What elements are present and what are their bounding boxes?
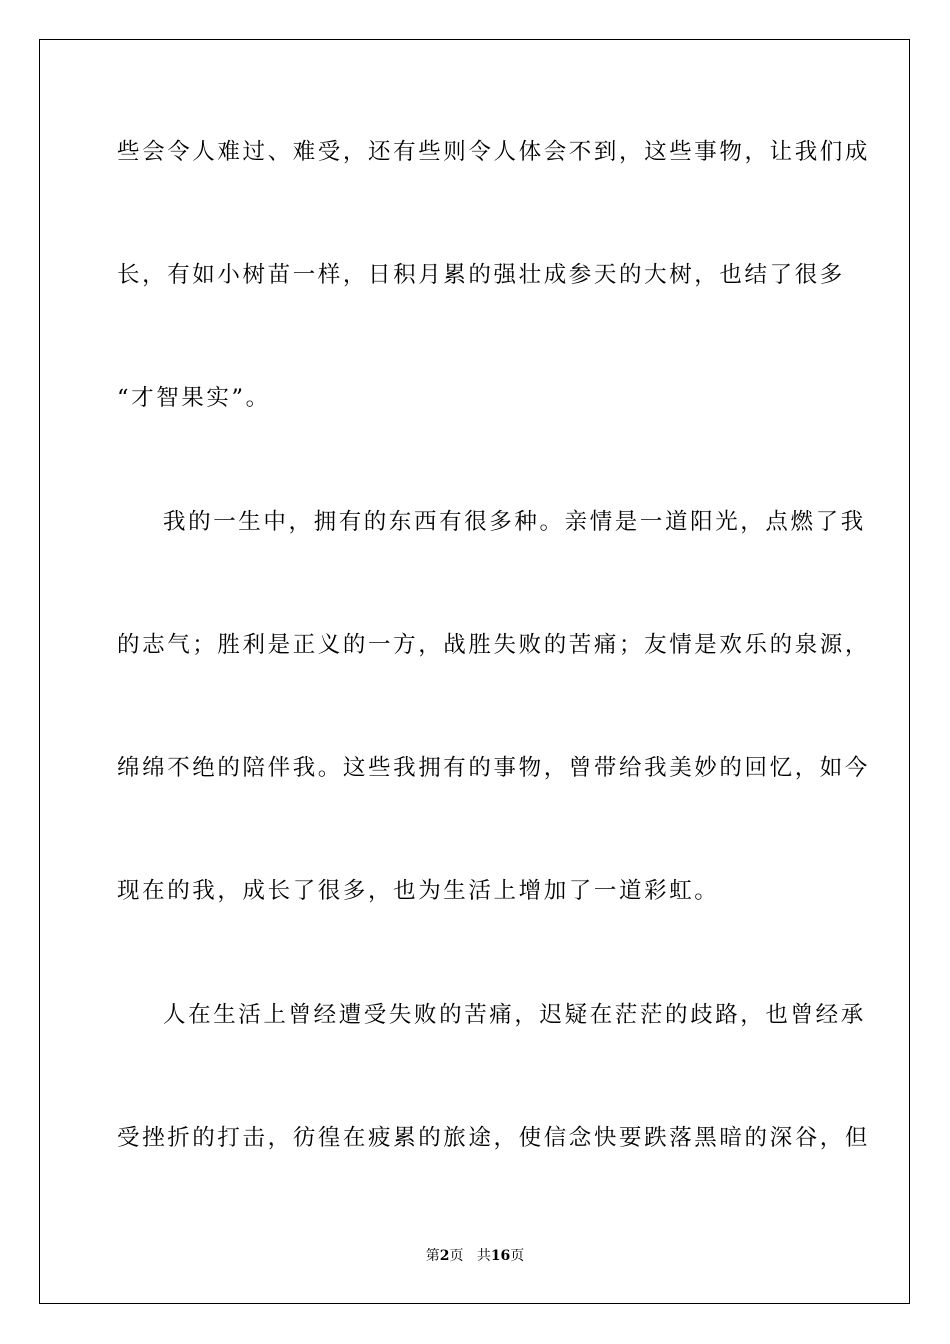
text-line: 绵绵不绝的陪伴我。这些我拥有的事物，曾带给我美妙的回忆，如今 — [117, 755, 871, 781]
total-prefix: 共 — [476, 1248, 491, 1264]
text-line: “才智果实”。 — [117, 385, 271, 411]
total-pages-number: 16 — [490, 1248, 511, 1264]
page-border — [39, 39, 910, 1304]
paragraph-start-line: 我的一生中，拥有的东西有很多种。亲情是一道阳光，点燃了我 — [163, 509, 866, 535]
page-footer — [0, 1246, 950, 1266]
page-suffix: 页 — [449, 1248, 464, 1264]
current-page-number: 2 — [439, 1248, 450, 1264]
text-line: 的志气；胜利是正义的一方，战胜失败的苦痛；友情是欢乐的泉源， — [117, 632, 871, 658]
text-line: 长，有如小树苗一样，日积月累的强壮成参天的大树，也结了很多 — [117, 262, 845, 288]
page-prefix: 第 — [425, 1248, 440, 1264]
total-suffix: 页 — [510, 1248, 525, 1264]
text-line: 受挫折的打击，彷徨在疲累的旅途，使信念快要跌落黑暗的深谷，但 — [117, 1125, 871, 1151]
text-line: 些会令人难过、难受，还有些则令人体会不到，这些事物，让我们成 — [117, 139, 871, 165]
paragraph-start-line: 人在生活上曾经遭受失败的苦痛，迟疑在茫茫的歧路，也曾经承 — [163, 1002, 866, 1028]
text-line: 现在的我，成长了很多，也为生活上增加了一道彩虹。 — [117, 878, 720, 904]
